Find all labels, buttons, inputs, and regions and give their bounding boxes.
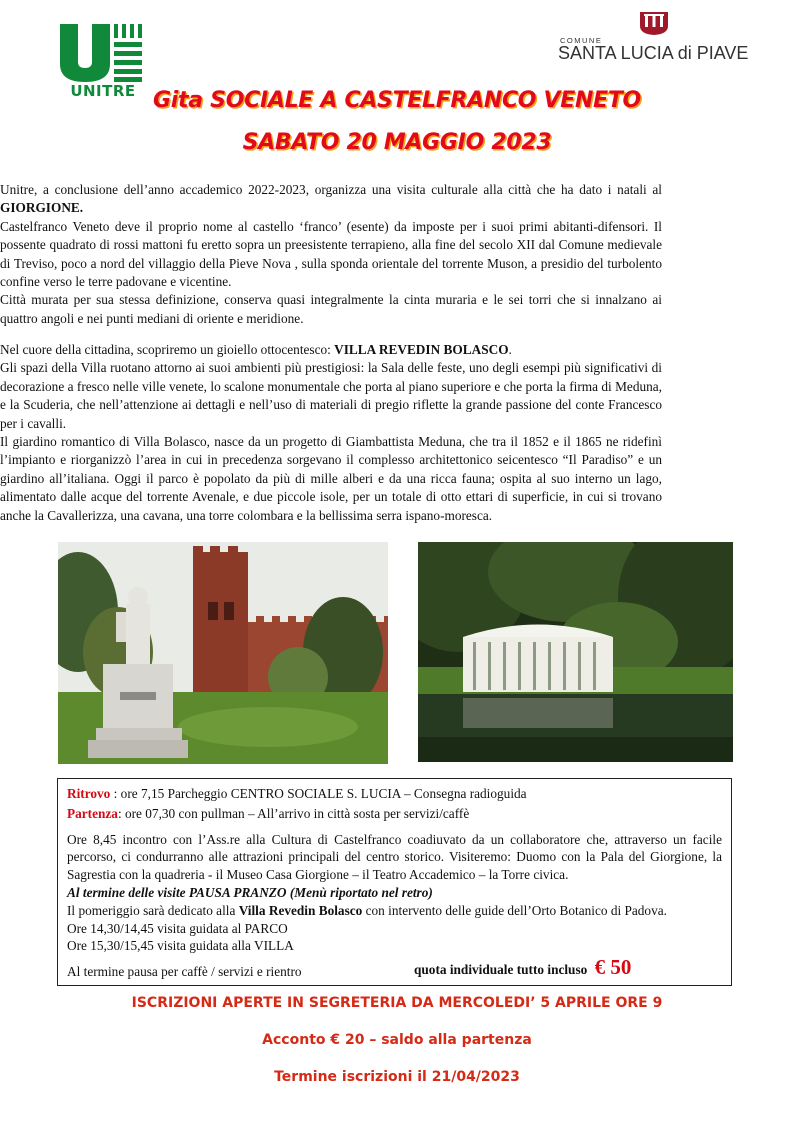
- unitre-logo-text: UNITRE: [70, 82, 136, 100]
- villa-name-highlight: VILLA REVEDIN BOLASCO: [334, 342, 509, 357]
- intro-paragraph-1: [0, 181, 662, 218]
- villa-visit: Ore 15,30/15,45 visita guidata alla VILLA: [67, 938, 294, 954]
- intro-paragraph-3: Città murata per sua stessa definizione, conserva quasi integralmente la cinta muraria e le sei torri che si innalzano ai quattro angoli e nei punti mediani di oriente e meridione.: [0, 292, 662, 326]
- ritrovo-label: Ritrovo: [67, 786, 111, 801]
- program-box: [57, 778, 732, 986]
- afternoon-villa-name: Villa Revedin Bolasco: [238, 902, 363, 918]
- page-title: Gita SOCIALE A CASTELFRANCO VENETO: [153, 88, 641, 113]
- villa-section: [0, 341, 662, 525]
- comune-logo: [556, 10, 756, 70]
- park-visit: Ore 14,30/14,45 visita guidata al PARCO: [67, 920, 288, 936]
- registration-deadline: Termine iscrizioni il 21/04/2023: [274, 1069, 520, 1085]
- ritrovo-line: [67, 785, 722, 803]
- villa-intro-end: .: [508, 342, 512, 357]
- comune-name: SANTA LUCIA di PIAVE: [558, 43, 749, 63]
- intro-paragraph-2: Castelfranco Veneto deve il proprio nome al castello ‘franco’ (esente) da imposte per i suoi primi abitanti-difensori. Il possente quadrato di rossi mattoni fu eretto sopra un preesistente terrapieno, alla fine del secolo XII dal Comune medievale di Treviso, poco a nord del villaggio della Pieve Nova , sulla sponda orientale del torrente Muson, a presidio del turbolento confine verso le terre padovane e vicentine.: [0, 218, 662, 290]
- afternoon-post: con intervento delle guide dell’Orto Botanico di Padova.: [362, 902, 667, 918]
- quota: [414, 955, 632, 980]
- quota-row: [67, 955, 722, 981]
- ritrovo-text: : ore 7,15 Parcheggio CENTRO SOCIALE S. LUCIA – Consegna radioguida: [110, 786, 527, 801]
- partenza-line: [67, 805, 722, 823]
- afternoon-pre: Il pomeriggio sarà dedicato alla: [67, 902, 239, 918]
- deposit-notice: Acconto € 20 – saldo alla partenza: [262, 1032, 532, 1048]
- closing-text: Al termine pausa per caffè / servizi e rientro: [67, 964, 302, 980]
- partenza-label: Partenza: [67, 805, 118, 821]
- comune-crest-icon: [636, 10, 672, 36]
- quota-price: € 50: [594, 955, 632, 980]
- intro-text: Unitre, a conclusione dell’anno accademico 2022-2023, organizza una visita culturale alla città che ha dato i natali al: [0, 182, 662, 197]
- lunch-break: Al termine delle visite PAUSA PRANZO (Menù riportato nel retro): [67, 884, 433, 900]
- afternoon-program: [67, 902, 722, 920]
- page-subtitle-date: SABATO 20 MAGGIO 2023: [242, 130, 552, 155]
- intro-section: [0, 181, 662, 328]
- registration-open-notice: ISCRIZIONI APERTE IN SEGRETERIA DA MERCOLEDI’ 5 APRILE ORE 9: [131, 995, 663, 1011]
- partenza-text: : ore 07,30 con pullman – All’arrivo in città sosta per servizi/caffè: [117, 805, 470, 821]
- quota-label: quota individuale tutto incluso: [414, 962, 588, 978]
- villa-intro-text: Nel cuore della cittadina, scopriremo un gioiello ottocentesco:: [0, 342, 335, 357]
- villa-paragraph-2: Gli spazi della Villa ruotano attorno ai suoi ambienti più prestigiosi: la Sala delle feste, uno degli esempi più significativi di decorazione a fresco nelle ville venete, lo scalone monumentale che porta al piano superiore e che porta la firma di Meduna, e la Scuderia, che nell’attenzione ai dettagli e nell’uso di materiali di pregio riflette la grande passione del conte Francesco per i cavalli.: [0, 360, 662, 431]
- villa-paragraph-3: Il giardino romantico di Villa Bolasco, nasce da un progetto di Giambattista Meduna, che tra il 1852 e il 1865 ne ridefinì l’impianto e riorganizzò l’area in cui in precedenza sorgevano il complesso architettonico seicentesco “Il Paradiso” e un giardino all’italiana. Oggi il parco è popolato da più di mille alberi e da una ricca fauna; ospita al suo interno un lago, alimentato dalle acque del torrente Avenale, e due piccole isole, per un totale di otto ettari di superficie, in cui si trovano anche la Cavallerizza, una cavana, una torre colombara e la bellissima serra ispano-moresca.: [0, 434, 662, 523]
- comune-label: COMUNE: [560, 36, 603, 45]
- morning-program: Ore 8,45 incontro con l’Ass.re alla Cultura di Castelfranco coadiuvato da un collaboratore che, attraverso un facile percorso, ci condurranno alle attrazioni principali del centro storico. Visiteremo: Duomo con la Pala del Giorgione, la Sagrestia con la quadreria - il Museo Casa Giorgione – il Teatro Accademico – la Torre civica.: [67, 831, 722, 883]
- giorgione-highlight: GIORGIONE.: [0, 200, 84, 216]
- unitre-logo-mark: [58, 22, 148, 84]
- villa-photo: [418, 542, 733, 762]
- villa-paragraph-1: [0, 341, 662, 359]
- castle-photo: [58, 542, 388, 764]
